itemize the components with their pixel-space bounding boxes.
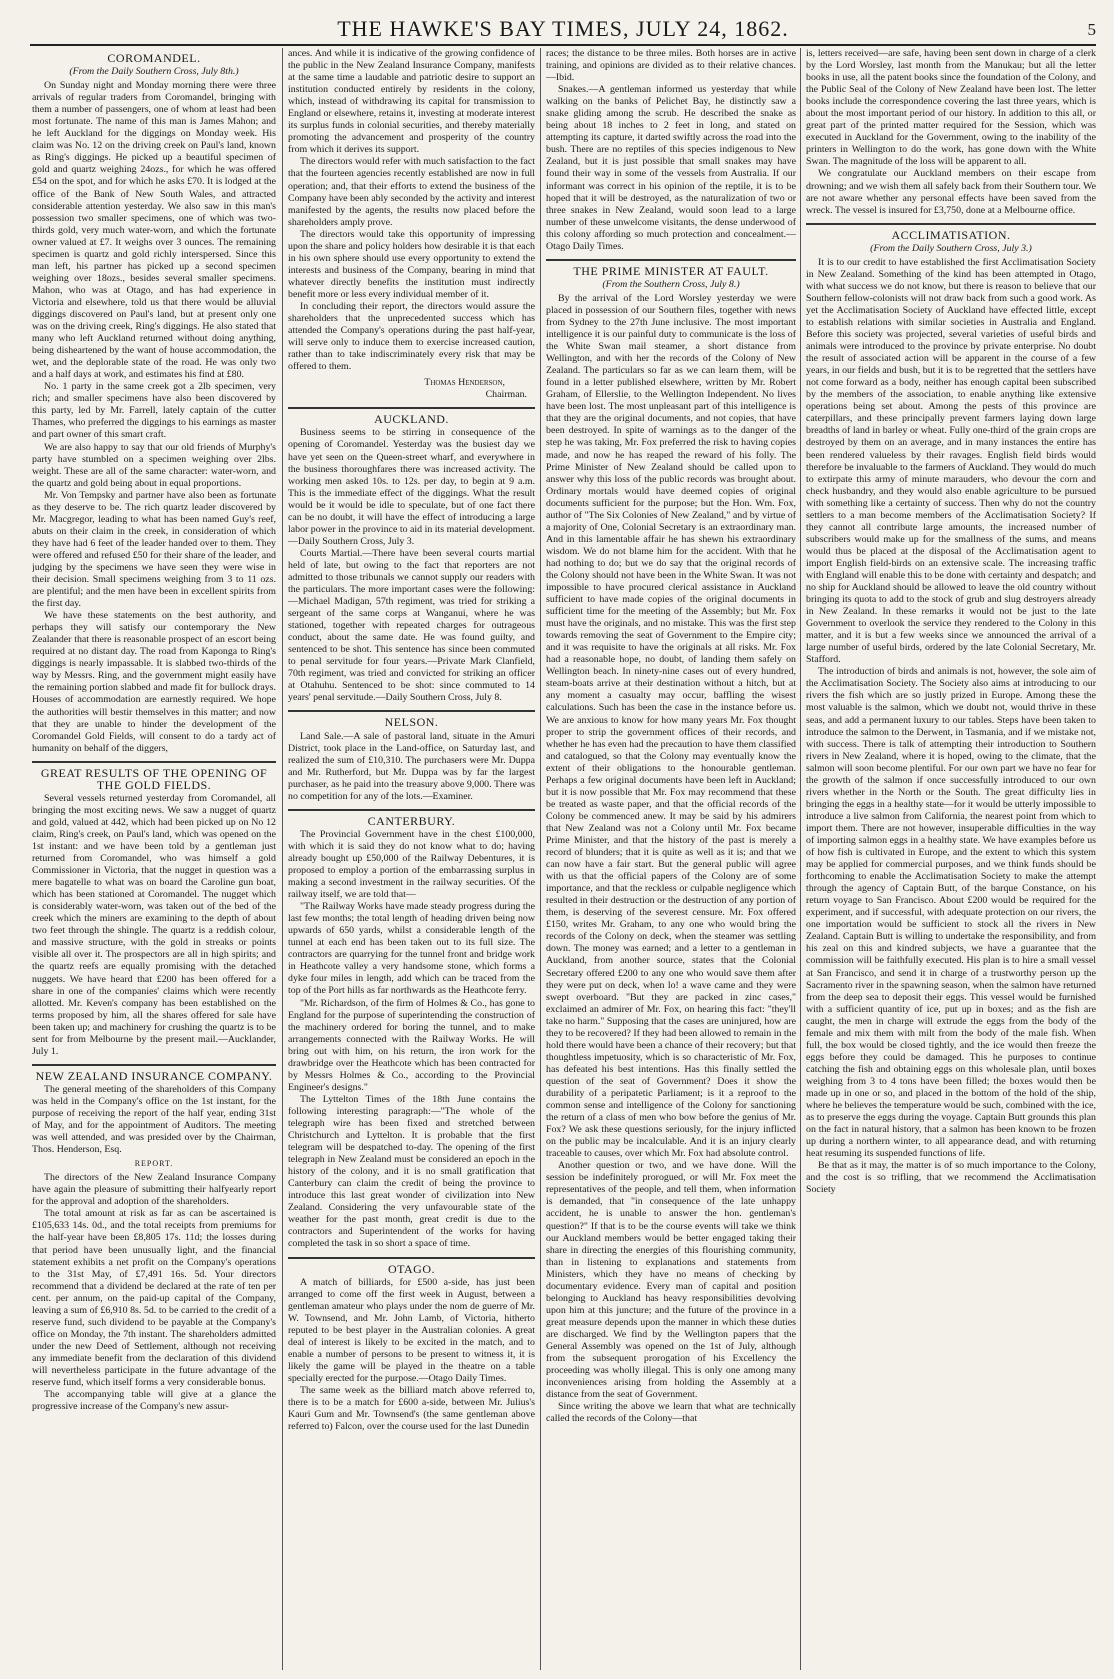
article-heading-prime-minister: THE PRIME MINISTER AT FAULT. [573, 263, 769, 278]
page-number: 5 [1087, 20, 1096, 39]
masthead [30, 16, 1096, 42]
paragraph: No. 1 party in the same creek got a 2lb specimen, very rich; and smaller specimens have also been discovered by this party, led by Mr. Farrell, lately captain of the cutter Thames, who preferred the diggings to his earnings as master and part owner of this smart craft. [32, 381, 276, 441]
signature-title: Chairman. [485, 389, 527, 401]
paragraph: Since writing the above we learn that what are technically called the records of the Colony—that [546, 1401, 796, 1425]
paragraph: Another question or two, and we have done. Will the session be indefinitely prorogued, or will Mr. Fox meet the representatives of the people, and tell them, when information is demanded, that "in consequence of the late unhappy accident, he is unable to answer the hon. gentleman's question?" If that is to be the course events will take we think our Auckland members would be better engaged taking their share in directing the energies of this flourishing community, than in listening to explanations and statements from Ministers, which they have no means of checking by documentary evidence. Every man of capital and position belonging to Auckland has heavy responsibilities devolving upon him at this juncture; and the future of the province in a great measure depends upon the manner in which these duties are discharged. We find by the Wellington papers that the General Assembly was opened on the 1st of July, although from the subsequent prorogation of his Excellency the proceeding was wholly illegal. This is only one among many inconveniences arising from holding the Assembly at a distance from the seat of Government. [546, 1160, 796, 1401]
article-source: (From the Daily Southern Cross, July 3.) [870, 242, 1032, 254]
section-rule [806, 223, 1096, 225]
article-heading-gold-fields: GREAT RESULTS OF THE OPENING OF THE GOLD FIELDS. [40, 765, 268, 792]
section-rule [288, 407, 535, 409]
section-rule [288, 710, 535, 712]
section-rule [32, 761, 276, 763]
paragraph: We congratulate our Auckland members on their escape from drowning; and we wish them all safely back from their Southern tour. We are not aware whether any personal effects have been saved from the wreck. The vessel is insured for £3,750, done at a Melbourne office. [806, 168, 1096, 216]
article-heading-coromandel: COROMANDEL. [107, 51, 201, 65]
paragraph: The introduction of birds and animals is not, however, the sole aim of the Acclimatisation Society. The Society also aims at introducing to our rivers the fish which are so justly prized in Europe. Among these the most valuable is the salmon, which we doubt not, would thrive in these seas, and add a permanent luxury to our tables. Steps have been taken to introduce the salmon to the Derwent, in Tasmania, and if we mistake not, with success. There is talk of attempting their introduction to Southern rivers in New Zealand, where it is hoped, owing to the climate, that the salmon will soon become plentiful. For our own part we have no fear for the growth of the salmon if once successfully introduced to our own rivers whether in the North or the South. The great difficulty lies in bringing the eggs in a healthy state—for it would be utterly impossible to introduce a live salmon from California, the nearest point from which to import them. There are not however, insuperable difficulties in the way of importing salmon eggs in a healthy state. We have examples before us of how fish is cultivated in Europe, and the extent to which this system may be applied for commercial purposes, and we think funds should be forthcoming to enable the Acclimatisation Society to make the attempt through the agency of Captain Butt, of the barque Constance, on his return voyage to San Francisco. About £200 would be required for the experiment, and if successful, with adequate protection on our rivers, the one importation would be sufficient to stock all the rivers in New Zealand. Captain Butt is willing to undertake the responsibility, and from his zeal on this and kindred subjects, we have a guarantee that the commission will be faithfully executed. His plan is to hire a small vessel at San Francisco, and send it in charge of a trustworthy person up the Sacramento river in the spawning season, when the salmon have returned from the deep sea to deposit their eggs. This vessel would be furnished with a sufficient quantity of ice, put up in boxes; and as the fish are caught, the men in charge will extrude the eggs from the body of the female and mix them with milt from the body of the male fish. When full, the box would be closed tightly, and the ice would then freeze the eggs before they could be damaged. This he purposes to continue catching the fish and obtaining eggs on this wholesale plan, until boxes weighing from 3 to 4 tons have been filled; the boxes would then be made up in one or so, and placed in the bottom of the hold of the ship, where he believes the temperature would be such, combined with the ice, as to preserve the eggs during the voyage. Captain Butt grounds this plan on the fact in natural history, that a salmon has been known to be frozen up during a northern winter, to all appearance dead, and with returning heat resuming its suspended functions of life. [806, 666, 1096, 1160]
column-4 [806, 48, 1096, 1670]
paragraph: Be that as it may, the matter is of so much importance to the Colony, and the cost is so trifling, that we recommend the Acclimatisation Society [806, 1160, 1096, 1196]
paragraph: The Lyttelton Times of the 18th June contains the following interesting paragraph:—"The whole of the telegraph wire has been fixed and stretched between Christchurch and Lyttelton. It is probable that the first telegram will be despatched to-day. The opening of the first telegraph in New Zealand must be considered an epoch in the history of the colony, and it is no small gratification that Canterbury can claim the credit of being the province to introduce this last great wonder of civilization into New Zealand. Considering the very unfavourable state of the weather for the past month, great credit is due to the contractors and Superintendent of the works for having completed the task in so short a space of time. [288, 1093, 535, 1250]
column-3 [546, 48, 796, 1670]
section-rule [32, 1064, 276, 1066]
paragraph: On Sunday night and Monday morning there were three arrivals of regular traders from Coromandel, bringing with them a number of passengers, one of whom at least had been most fortunate. The name of this man is James Mahon; and he left Auckland for the diggings on Monday week. His claim was No. 12 on the driving creek on Paul's land, known as Ring's diggings. He picked up a beautiful specimen of gold and quartz weighing 24ozs., for which he was offered £54 on the spot, and for which he asks £70. It is lodged at the office of the Bank of New South Wales, and attracted considerable attention yesterday. We also saw in this man's possession two smaller specimens, one of which was two-thirds gold, very much water-worn, and which the fortunate owner valued at £7. It weighs over 3 ounces. The remaining specimen is quartz and gold richly interspersed. Since this man left, his partner has picked up a second specimen weighing over 18ozs., besides several smaller specimens. Mahon, who was at Otago, and has had experience in Victoria and elsewhere, told us that there would be alluvial diggings discovered on Paul's land, but at present only one was on the driving creek, Ring's diggings. He also stated that many who left Auckland returned without doing anything, being disheartened by the want of house accommodation, the wet, and the deplorable state of the road. He was only two and a half days at work, and estimates his find at £80. [32, 80, 276, 381]
paragraph: In concluding their report, the directors would assure the shareholders that the unprecedented success which has attended the Company's operations during the past half-year, will serve only to induce them to exercise increased caution, rather than to take indiscriminately every risk that may be offered to them. [288, 300, 535, 373]
article-heading-acclimatisation: ACCLIMATISATION. [891, 227, 1011, 242]
paragraph: is, letters received—are safe, having been sent down in charge of a clerk by the Lord Worsley, last month from the Manukau; but all the letter books in use, all the patent books since the foundation of the Colony, and the Public Seal of the Colony of New Zealand have been lost. The letter books include the correspondence covering the last three years, which is about the most important period of our history. In addition to this all, or great part of the printed matter required for the Session, which was executed in Auckland for the Government, owing to the inability of the printers in Wellington to do the work, has gone down with the White Swan. The magnitude of the loss will be apparent to all. [806, 48, 1096, 168]
paragraph: The general meeting of the shareholders of this Company was held in the Company's office on the 1st instant, for the purpose of receiving the report of the half year, ending 31st of May, and for the appointment of Auditors. The meeting was well attended, and was presided over by the Chairman, Thos. Henderson, Esq. [32, 1083, 276, 1156]
article-heading-auckland: AUCKLAND. [374, 412, 449, 427]
paragraph: Courts Martial.—There have been several courts martial held of late, but owing to the fact that reporters are not admitted to those tribunals we cannot supply our readers with the particulars. The more important cases were the following:—Michael Madigan, 57th regiment, was tried for striking a sergeant of the same corps at Wanganui, where he was stationed, together with repeated charges for outrageous conduct, about the same date. He was found guilty, and sentenced to be shot. This sentence has since been commuted to penal servitude for four years.—Private Mark Clanfield, 70th regiment, was tried and convicted for striking an officer at Otahuhu. Sentenced to be shot: since commuted to 14 years' penal servitude.—Daily Southern Cross, July 8. [288, 547, 535, 704]
column-divider [282, 48, 283, 1670]
column-1 [32, 48, 276, 1670]
paragraph: The directors would refer with much satisfaction to the fact that the fourteen agencies recently established are now in full operation; and, that their efforts to extend the business of the Company have been ably seconded by the activity and interest manifested by the agents, the results now placed before the shareholders amply prove. [288, 156, 535, 228]
paragraph: A match of billiards, for £500 a-side, has just been arranged to come off the first week in August, between a gentleman amateur who plays under the nom de guerre of Mr. W. Townsend, and Mr. John Lamb, of Victoria, hitherto reputed to be best player in the Australian colonies. A great deal of interest is likely to be excited in the match, and to enable a number of persons to be present to witness it, it is likely the game will be played in the theatre on a table specially erected for the purpose.—Otago Daily Times. [288, 1276, 535, 1384]
article-heading-nelson: NELSON. [384, 715, 439, 730]
paragraph: Several vessels returned yesterday from Coromandel, all bringing the most exciting news. We saw a nugget of quartz and gold, valued at 442, which had been picked up on No 12 claim, Ring's creek, on Paul's land, which was opened on the 1st instant: and we have been told by a gentleman just returned from Coromandel, who was himself a gold Commissioner in Victoria, that the nugget in question was a mere bagatelle to what was on board the Caroline gun boat, which has been stationed at Coromandel. The nugget which is considerably water-worn, was taken out of the bed of the creek which the miners are examining to the depth of about two feet through the shingle. The quartz is a reddish colour, and massive structure, with the gold in streaks or points visible all over it. The prospectors are all in high spirits; and the quartz reefs are equally promising with the detached nuggets. We have heard that £200 has been offered for a share in one of the companies' claims which were recently allotted. Mr. Keven's company has been established on the terms proposed by him, all the shares offered for sale have been taken up; and machinery for crushing the quartz is to be sent for from Melbourne by the present mail.—Aucklander, July 1. [32, 792, 276, 1057]
paragraph: Mr. Von Tempsky and partner have also been as fortunate as they deserve to be. The rich quartz leader discovered by Mr. Macgregor, leading to what has been named Guy's reef, abuts on their claim in the creek, in consideration of which they have had 6 feet of the leader handed over to them. They were offered and refused £50 for their share of the leader, and judging by the specimens we have seen they were wise in their decision. Small specimens weighing from 3 to 11 ozs. are plentiful; and the men have been in excellent spirits from the first day. [32, 489, 276, 610]
paragraph: "Mr. Richardson, of the firm of Holmes & Co., has gone to England for the purpose of superintending the construction of the machinery ordered for boring the tunnel, and to make arrangements connected with the Railway Works. He will bring out with him, on his return, the iron work for the drawbridge over the Heathcote which has been contracted for by Messrs Holmes & Co., according to the Provincial Engineer's designs." [288, 997, 535, 1093]
paragraph: By the arrival of the Lord Worsley yesterday we were placed in possession of our Southern files, together with news from Sydney to the 27th June inclusive. The most important intelligence it is our painful duty to communicate is the loss of the White Swan mail steamer, a short distance from Wellington, and with her the records of the Colony of New Zealand. The particulars so far as we can learn them, will be found in a letter published elsewhere, written by Mr. Robert Graham, of Ellerslie, to the Wellington Independent. No lives have been lost. The most unpleasant part of this intelligence is that they are the original documents, and not copies, that have been destroyed. In spite of warnings as to the danger of the step he was taking, Mr. Fox preferred the risk to having copies made, and now he has reaped the reward of his folly. The Prime Minister of New Zealand should be called upon to answer why this loss of the public records was brought about. Ordinary mortals would have deemed copies of original documents sufficient for the purpose; but the Hon. Wm. Fox, author of "The Six Colonies of New Zealand," and by virtue of a majority of One, Colonial Secretary is an extraordinary man. And in this lamentable affair he has shewn his extraordinary wisdom. We do not blame him for the accident. With that he had nothing to do; but we do say that the original records of the Colony should not have been in the White Swan. It was not impossible to have procured clerical assistance in Auckland sufficient to have made copies of the original documents in sufficient time for the meeting of the Assembly; but Mr. Fox must have the originals, and no mistake. This was the first step towards removing the seat of Government to the Empire city; and it was requisite to have the originals at all risks. Mr. Fox had a reasonable hope, no doubt, of landing them safely on Wellington beach. In ninety-nine cases out of every hundred, steam-boats arrive at their destination without a hitch, but at any moment a casualty may occur, baffling the wisest calculations. Such has been the case in the instance before us. We are anxious to know for how many years Mr. Fox thought proper to strip the government offices of their records, and whether he has even had the precaution to have them classified and catalogued, so that the Colony may eventually know the extent of their obligations to the honourable gentleman. Perhaps a few original documents have been left in Auckland; but it is now possible that Mr. Fox may recommend that these be treated as waste paper, and that the official records of the Colony be commenced anew. It may be said by his admirers that New Zealand was not a Colony until Mr. Fox became Prime Minister, and that the history of the past is merely a record of blunders; that it is quite as well as it is; and that we can now have a fair start. But the general public will agree with us that the official papers of the Colony are of some importance, and that the reckless or culpable negligence which resulted in their destruction or the destruction of any portion of them, is deserving of the severest censure. Mr. Fox offered £150, writes Mr. Graham, to any one who would bring the records of the Colony on deck, when the steamer was settling down. The money was earned; and a letter to a gentleman in Auckland, from another source, states that the Colonial Secretary offered £200 to any one who would save them after they were put on deck, when lo! a wave came and they were swept overboard. "But they are packed in zinc cases," exclaimed an admirer of Mr. Fox, on hearing this fact: "they'll take no harm." Supposing that the cases are uninjured, how are they to be recovered? If they had been allowed to remain in the hold there would have been a chance of their recovery; but that thoughtless impetuosity, which is so characteristic of Mr. Fox, has defeated his best intentions. Has this finally settled the question of the seat of Government? Does it show the durability of a peripatetic Parliament; is it a reproof to the common sense and intelligence of the Colony for sanctioning the return of a class of men who bow before the genius of Mr. Fox? We ask these questions seriously, for the injury inflicted on the public may be incalculable. And it is an injury clearly traceable to causes, over which Mr. Fox had absolute control. [546, 292, 796, 1160]
paragraph: The accompanying table will give at a glance the progressive increase of the Company's new assur- [32, 1389, 276, 1413]
paragraph: The directors would take this opportunity of impressing upon the share and policy holders how desirable it is that each in his own sphere should use every opportunity to extend the interests and business of the Company, bearing in mind that whatever directly benefits the institution must indirectly benefit more or less every individual member of it. [288, 228, 535, 300]
newspaper-title: THE HAWKE'S BAY TIMES, JULY 24, 1862. [337, 16, 789, 41]
paragraph: The same week as the billiard match above referred to, there is to be a match for £600 a-side, between Mr. Julius's Kauri Gum and Mr. Townsend's (the same gentleman above referred to) Falcon, over the course used for the last Dunedin [288, 1384, 535, 1433]
paragraph: The Provincial Government have in the chest £100,000, with which it is said they do not know what to do; having already bought up £50,000 of the Railway Debentures, it is proposed to employ a portion of the embarrassing surplus in making a second investment in the railway securities. Of the railway itself, we are told that— [288, 828, 535, 901]
article-source: (From the Southern Cross, July 8.) [602, 278, 740, 290]
article-heading-insurance: NEW ZEALAND INSURANCE COMPANY. [35, 1068, 273, 1083]
paragraph: "The Railway Works have made steady progress during the last few months; the total length of heading driven being now upwards of 650 yards, whilst a considerable length of the tunnel at each end has been taken out to its full size. The contractors are quarrying for the tunnel front and bridge work in Heathcote valley a very handsome stone, which forms a dyke four miles in length, add which can be traced from the top of the Port hills as far northwards as the Heathcote ferry. [288, 901, 535, 997]
article-source: (From the Daily Southern Cross, July 8th.) [69, 66, 239, 78]
paragraph: We have these statements on the best authority, and perhaps they will satisfy our contemporary the New Zealander that there is reasonable prospect of an escort being required at no distant day. The road from Kaponga to Ring's diggings is nearly impassable. It is slabbed two-thirds of the way by Messrs. Ring, and the government might easily have the remaining portion slabbed and made fit for bullock drays. Houses of accommodation are earnestly required. We hope the authorities will bestir themselves in this matter; and now that they are unable to hinder the development of the Coromandel Gold Fields, will consent to do a tardy act of humanity on behalf of the diggers, [32, 610, 276, 754]
paragraph: It is to our credit to have established the first Acclimatisation Society in New Zealand. Something of the kind has been attempted in Otago, with what success we do not know, but there is reason to believe that our Southern fellow-colonists will not draw back from such a good work. As yet the Acclimatisation Society of Auckland have effected little, except to establish relations with similar societies in Australia and England. Before this society was projected, several varieties of useful birds and animals were introduced to the province by private enterprise. No doubt the result of associated action will be apparent in the course of a few years, in our fields and bush, but it is to be regretted that the settlers have not come forward as a body, neither has enough capital been subscribed by the members of the association, to enable anything like extensive operations being set about. Among the pests of this province are caterpillars, and these principally prevent farmers laying down large breadths of land in barley or wheat. Fully one-third of the grain crops are destroyed by them on an average, and in many instances the entire has been rendered valueless by their ravages. English field birds would therefore be invaluable to the farmers of Auckland. They would do much to extirpate this army of minute marauders, who devour the corn and check husbandry, and they would also enable agriculture to be pursued with something like a certainty of success. Then why do not the country settlers to a man become members of the Acclimatisation Society? If they cannot all contribute large amounts, the increased number of subscribers would make up for the smallness of the sums, and means would thus be placed at the disposal of the Acclimatisation agent to import English field-birds on an extensive scale. The increasing traffic with England will enable this to be done with certainty and despatch; and no ship for Auckland should be allowed to leave the old country without bringing its quota to add to the stock of grub and slug destroyers already in New Zealand. In these remarks it would not be just to the late Government to overlook the service they rendered to the Colony in this matter, and it is but a few weeks since we announced the arrival of a large number of useful birds, ordered by the late Colonial Secretary, Mr. Stafford. [806, 256, 1096, 666]
paragraph: ances. And while it is indicative of the growing confidence of the public in the New Zealand Insurance Company, manifests at the same time a laudable and patriotic desire to support an institution conducted entirely by residents in the colony, which, instead of withdrawing its capital for transmission to England or elsewhere, retains it, investing at moderate interest its surplus funds in colonial securities, and thereby materially promoting the advancement and prosperity of the country from which it derives its support. [288, 48, 535, 156]
paragraph: races; the distance to be three miles. Both horses are in active training, and opinions are divided as to their relative chances.—Ibid. [546, 48, 796, 84]
paragraph: Business seems to be stirring in consequence of the opening of Coromandel. Yesterday was the busiest day we have yet seen on the Queen-street wharf, and everywhere in the business thoroughfares there was increased activity. The working men asked 10s. to 12s. per day, to begin at 9 a.m. This is the immediate effect of the diggings. What the result would be it would be idle to speculate, but of one fact there can be no doubt, it will have the effect of introducing a large labor power in the province to aid in its material development.—Daily Southern Cross, July 3. [288, 427, 535, 547]
article-heading-canterbury: CANTERBURY. [367, 813, 456, 828]
column-2 [288, 48, 535, 1670]
section-rule [288, 809, 535, 811]
column-divider [540, 48, 541, 1670]
report-label: REPORT. [134, 1159, 174, 1169]
column-divider [800, 48, 801, 1670]
paragraph: We are also happy to say that our old friends of Murphy's party have stumbled on a specimen weighing over 2lbs. weight. These are all of the same character: water-worn, and the quartz and gold being about in equal proportions. [32, 441, 276, 489]
masthead-rule [30, 44, 1096, 46]
section-rule [546, 259, 796, 261]
article-heading-otago: OTAGO. [387, 1261, 436, 1276]
paragraph: Land Sale.—A sale of pastoral land, situate in the Amuri District, took place in the Land-office, on Saturday last, and realized the sum of £10,310. The purchasers were Mr. Duppa and Mr. Rutherford, but Mr. Duppa was by far the largest purchaser, as he paid into the treasury above 9,000. There was no competition for any of the lots.—Examiner. [288, 730, 535, 802]
signature-name: Thomas Henderson, [424, 377, 505, 389]
section-rule [288, 1257, 535, 1259]
paragraph: Snakes.—A gentleman informed us yesterday that while walking on the banks of Pelichet Bay, he distinctly saw a snake gliding among the scrub. He described the snake as being about 18 inches to 2 feet in long, and stated on attempting its capture, it darted swiftly across the road into the bush. There are no reptiles of this species indigenous to New Zealand, but it is just possible that small snakes may have found their way in some of the vessels from Australia. If our informant was correct in his opinion of the reptile, it is to be hoped that it will be destroyed, as the naturalization of two or three snakes in New Zealand, would soon lead to a large number of these unwelcome visitants, the dense underwood of this colony affording so much protection and concealment.—Otago Daily Times. [546, 84, 796, 252]
paragraph: The total amount at risk as far as can be ascertained is £105,633 14s. 0d., and the total receipts from premiums for the half-year have been £8,805 17s. 11d; the losses during that period have been unusually light, and the financial statement exhibits a net profit on the Company's operations to the 31st May, of £7,491 16s. 5d. Your directors recommend that a dividend be declared at the rate of ten per cent. per annum, on the paid-up capital of the Company, leaving a sum of £6,910 8s. 5d. to be carried to the credit of a reserve fund, such dividend to be payable at the Company's office on Monday, the 7th instant. The shareholders admitted under the new Deed of Settlement, although not receiving any immediate benefit from the declaration of this dividend will nevertheless participate in the future advantage of the reserve fund, which itself forms a very considerable bonus. [32, 1208, 276, 1389]
paragraph: The directors of the New Zealand Insurance Company have again the pleasure of submitting their halfyearly report for the approval and adoption of the shareholders. [32, 1172, 276, 1208]
